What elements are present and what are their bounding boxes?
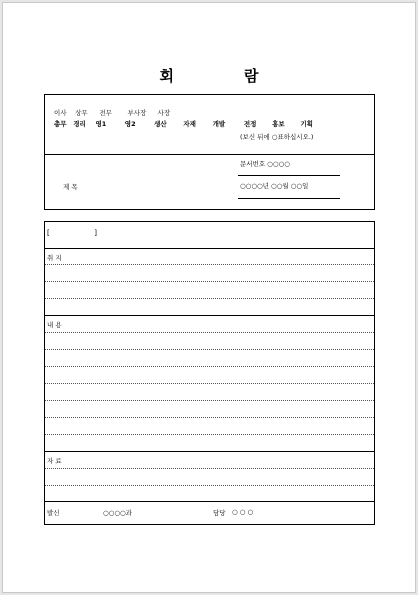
- content-line: [45, 400, 374, 401]
- sender-label: 발신: [47, 509, 60, 517]
- purpose-label: 취 지: [47, 254, 62, 262]
- approval-senior-managing-director: 전무: [99, 109, 112, 117]
- dept-production: 생산: [154, 120, 167, 128]
- document-number-underline: [238, 175, 340, 176]
- title-char-2: 람: [244, 67, 259, 85]
- dept-pr: 홍보: [272, 120, 285, 128]
- subject-label: 제 목: [63, 183, 78, 191]
- dept-general-affairs: 총무: [54, 120, 67, 128]
- approval-president: 사장: [157, 109, 171, 117]
- content-box: [44, 221, 375, 525]
- person-in-charge-label: 담당: [213, 509, 226, 517]
- purpose-line: [45, 264, 374, 265]
- document-date: ○○○○년 ○○월 ○○일: [240, 182, 309, 190]
- title-char-1: 회: [159, 67, 174, 85]
- content-line: [45, 434, 374, 435]
- section-divider: [45, 248, 374, 249]
- dept-jeonjeong: 전정: [243, 120, 257, 128]
- purpose-line: [45, 298, 374, 299]
- dept-planning: 기획: [300, 120, 313, 128]
- approval-row-departments: [54, 119, 313, 128]
- materials-label: 자 료: [47, 457, 62, 465]
- content-line: [45, 417, 374, 418]
- section-divider: [45, 501, 374, 502]
- purpose-line: [45, 281, 374, 282]
- document-number: 문서번호 ○○○○: [240, 160, 290, 168]
- dept-development: 개발: [212, 120, 226, 128]
- materials-line: [45, 485, 374, 486]
- approval-note: (보신 뒤에 ○표하십시오.): [240, 133, 314, 141]
- content-label: 내 용: [47, 321, 62, 329]
- section-divider: [45, 451, 374, 452]
- approval-managing-director: 상무: [75, 109, 88, 117]
- content-line: [45, 366, 374, 367]
- sender-department: ○○○○과: [103, 509, 132, 517]
- dept-sales-1: 영1: [95, 120, 107, 128]
- header-divider: [45, 154, 374, 155]
- document-page: [2, 2, 416, 593]
- section-divider: [45, 315, 374, 316]
- content-line: [45, 383, 374, 384]
- document-title: [3, 65, 415, 86]
- document-date-underline: [238, 198, 340, 199]
- approval-row-executives: [54, 108, 170, 117]
- content-line: [45, 349, 374, 350]
- person-in-charge-name: ○ ○ ○: [232, 508, 254, 516]
- dept-materials: 자재: [183, 120, 196, 128]
- approval-vice-president: 부사장: [127, 109, 147, 117]
- dept-accounting: 경리: [73, 120, 86, 128]
- dept-sales-2: 영2: [124, 120, 136, 128]
- materials-line: [45, 468, 374, 469]
- approval-director: 이사: [54, 109, 67, 117]
- approval-box: [44, 94, 375, 210]
- title-bracket: [ ]: [47, 229, 97, 237]
- content-line: [45, 332, 374, 333]
